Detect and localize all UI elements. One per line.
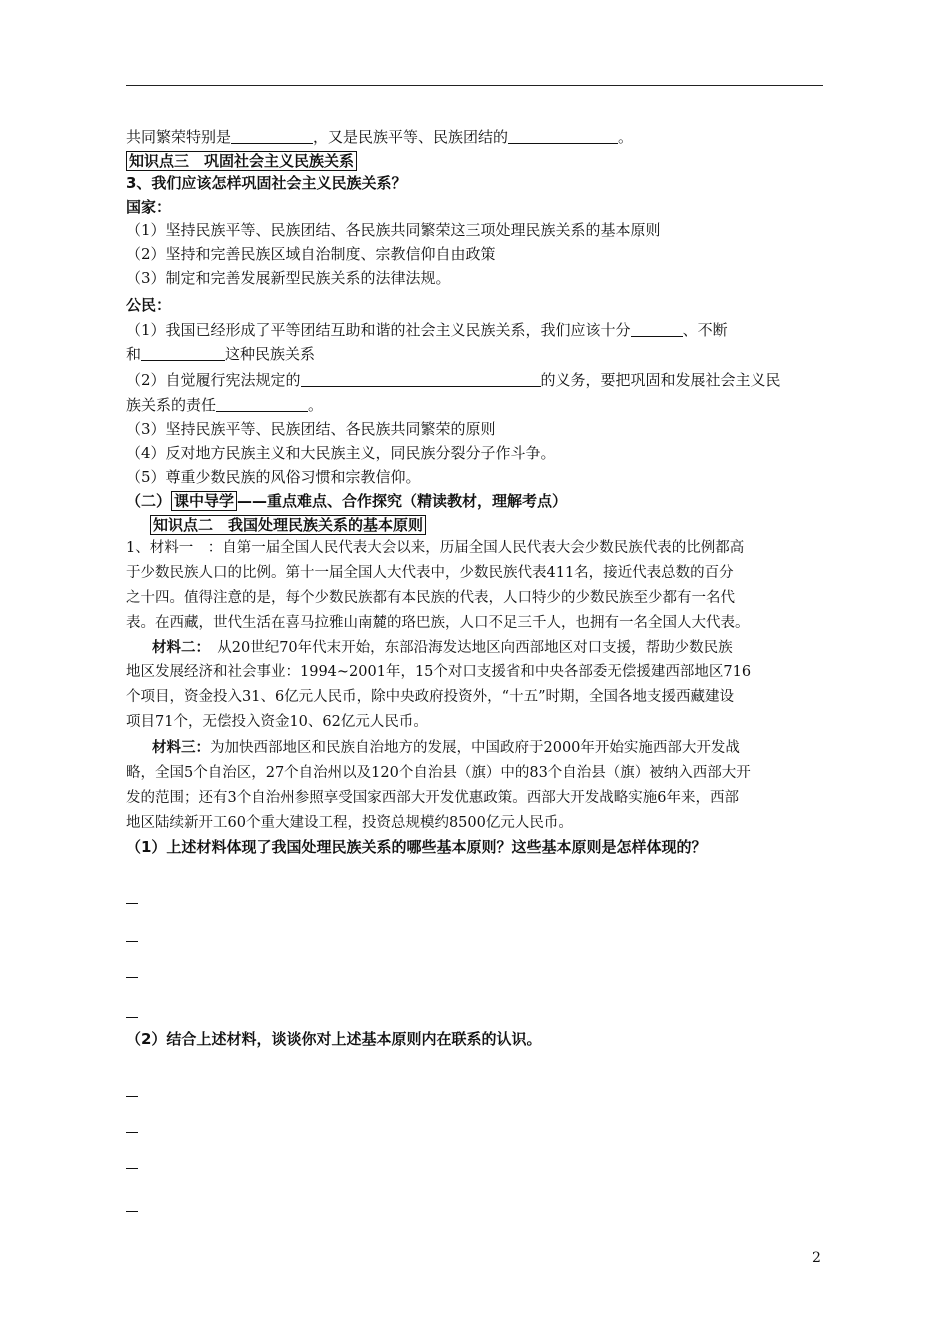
- text-line: （2）自觉履行宪法规定的 的义务，要把巩固和发展社会主义民: [126, 371, 781, 389]
- text-line: （5）尊重少数民族的风俗习惯和宗教信仰。: [126, 468, 421, 486]
- section-heading: [126, 150, 826, 172]
- answer-line[interactable]: [126, 903, 138, 904]
- answer-line[interactable]: [126, 1017, 138, 1018]
- text-line: （3）坚持民族平等、民族团结、各民族共同繁荣的原则: [126, 420, 496, 438]
- material-line: 略，全国5个自治区，27个自治州以及120个自治县（旗）中的83个自治县（旗）被纳入西部大开: [126, 765, 751, 781]
- material-line: 表。在西藏，世代生活在喜马拉雅山南麓的珞巴族，人口不足三千人，也拥有一名全国人大代表。: [126, 615, 750, 631]
- text-line: （2）坚持和完善民族区域自治制度、宗教信仰自由政策: [126, 245, 496, 263]
- material-line: 个项目，资金投入31、6亿元人民币，除中央政府投资外，“十五”时期，全国各地支援西藏建设: [126, 689, 734, 705]
- answer-line[interactable]: [126, 1132, 138, 1133]
- text-line: （4）反对地方民族主义和大民族主义，同民族分裂分子作斗争。: [126, 444, 556, 462]
- knowledge-point-box: 知识点二 我国处理民族关系的基本原则: [150, 515, 426, 535]
- answer-line[interactable]: [126, 941, 138, 942]
- answer-blank[interactable]: [141, 344, 225, 361]
- material-line: 于少数民族人口的比例。第十一届全国人大代表中，少数民族代表411名，接近代表总数的百分: [126, 565, 734, 581]
- answer-line[interactable]: [126, 1168, 138, 1169]
- answer-line[interactable]: [126, 1211, 138, 1212]
- answer-blank[interactable]: [216, 395, 308, 412]
- page-number: 2: [812, 1250, 821, 1266]
- answer-blank[interactable]: [301, 370, 541, 387]
- question-2: （2）结合上述材料，谈谈你对上述基本原则内在联系的认识。: [126, 1030, 542, 1048]
- section-heading: [150, 514, 850, 536]
- answer-line[interactable]: [126, 977, 138, 978]
- material-line: 1、材料一 ：自第一届全国人民代表大会以来，历届全国人民代表大会少数民族代表的比例都高: [126, 540, 745, 556]
- material-line: 材料二： 从20世纪70年代末开始，东部沿海发达地区向西部地区对口支援，帮助少数民族: [152, 640, 733, 656]
- text-line: 和 这种民族关系: [126, 345, 316, 363]
- answer-blank[interactable]: [231, 127, 313, 144]
- material-line: 之十四。值得注意的是，每个少数民族都有本民族的代表，人口特少的少数民族至少都有一名代: [126, 590, 735, 606]
- text-line: （1）坚持民族平等、民族团结、各民族共同繁荣这三项处理民族关系的基本原则: [126, 221, 661, 239]
- header-rule: [126, 85, 823, 86]
- knowledge-point-box: 知识点三 巩固社会主义民族关系: [126, 151, 357, 171]
- answer-line[interactable]: [126, 1096, 138, 1097]
- text-line: 共同繁荣特别是 ，又是民族平等、民族团结的 。: [126, 128, 634, 146]
- material-line: 发的范围；还有3个自治州参照享受国家西部大开发优惠政策。西部大开发战略实施6年来，西部: [126, 790, 739, 806]
- text-line: （3）制定和完善发展新型民族关系的法律法规。: [126, 269, 451, 287]
- material-line: 地区陆续新开工60个重大建设工程，投资总规模约8500亿元人民币。: [126, 815, 573, 831]
- material-line: 地区发展经济和社会事业：1994~2001年，15个对口支援省和中央各部委无偿援建西部地区716: [126, 664, 752, 680]
- answer-blank[interactable]: [631, 320, 683, 337]
- material-line: 项目71个，无偿投入资金10、62亿元人民币。: [126, 714, 428, 730]
- material-line: 材料三：为加快西部地区和民族自治地方的发展，中国政府于2000年开始实施西部大开发战: [152, 740, 740, 756]
- question-1: （1）上述材料体现了我国处理民族关系的哪些基本原则？这些基本原则是怎样体现的？: [126, 838, 707, 856]
- subheading-citizen: 公民：: [126, 296, 172, 314]
- answer-blank[interactable]: [508, 127, 618, 144]
- text-line: 族关系的责任 。: [126, 396, 324, 414]
- text-line: （1）我国已经形成了平等团结互助和谐的社会主义民族关系，我们应该十分 、不断: [126, 321, 728, 339]
- subheading-state: 国家：: [126, 198, 172, 216]
- section-heading: （二） 课中导学 ——重点难点、合作探究（精读教材，理解考点）: [126, 492, 568, 510]
- section-label-box: 课中导学: [171, 491, 237, 511]
- question-heading: 3、我们应该怎样巩固社会主义民族关系？: [126, 174, 407, 192]
